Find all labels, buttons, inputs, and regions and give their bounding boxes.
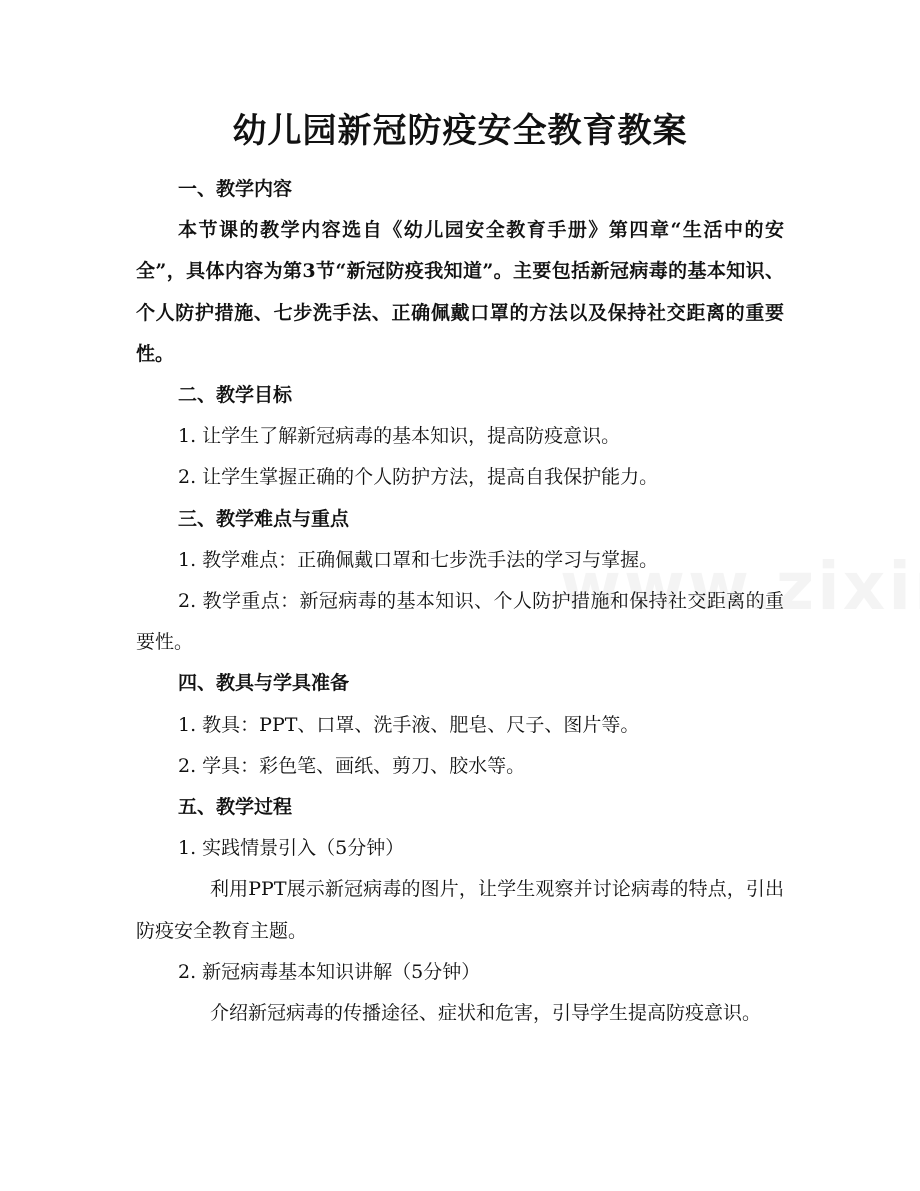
list-item: 2. 教学重点：新冠病毒的基本知识、个人防护措施和保持社交距离的重要性。 — [136, 590, 784, 654]
document-body — [136, 169, 784, 1034]
list-item: 2. 学具：彩色笔、画纸、剪刀、胶水等。 — [178, 754, 526, 777]
list-item: 2. 让学生掌握正确的个人防护方法，提高自我保护能力。 — [178, 466, 659, 489]
list-item: 2. 新冠病毒基本知识讲解（5分钟） — [178, 960, 481, 983]
list-item: 1. 实践情景引入（5分钟） — [178, 837, 405, 860]
section-heading: 一、教学内容 — [178, 178, 293, 200]
section-heading: 四、教具与学具准备 — [178, 672, 350, 695]
list-item: 1. 教学难点：正确佩戴口罩和七步洗手法的学习与掌握。 — [178, 548, 659, 571]
paragraph: 本节课的教学内容选自《幼儿园安全教育手册》第四章“生活中的安全”，具体内容为第3节“新冠防疫我知道”。主要包括新冠病毒的基本知识、个人防护措施、七步洗手法、正确佩戴口罩的方法以及保持社交距离的重要性。 — [136, 219, 784, 365]
section-heading: 五、教学过程 — [178, 796, 293, 819]
document-title: 幼儿园新冠防疫安全教育教案 — [232, 111, 688, 151]
section-heading: 二、教学目标 — [178, 384, 293, 407]
paragraph: 介绍新冠病毒的传播途径、症状和危害，引导学生提高防疫意识。 — [210, 1002, 762, 1025]
paragraph: 利用PPT展示新冠病毒的图片，让学生观察并讨论病毒的特点，引出防疫安全教育主题。 — [136, 878, 784, 942]
section-heading: 三、教学难点与重点 — [178, 507, 350, 530]
list-item: 1. 让学生了解新冠病毒的基本知识，提高防疫意识。 — [178, 425, 621, 448]
list-item: 1. 教具：PPT、口罩、洗手液、肥皂、尺子、图片等。 — [178, 713, 640, 736]
